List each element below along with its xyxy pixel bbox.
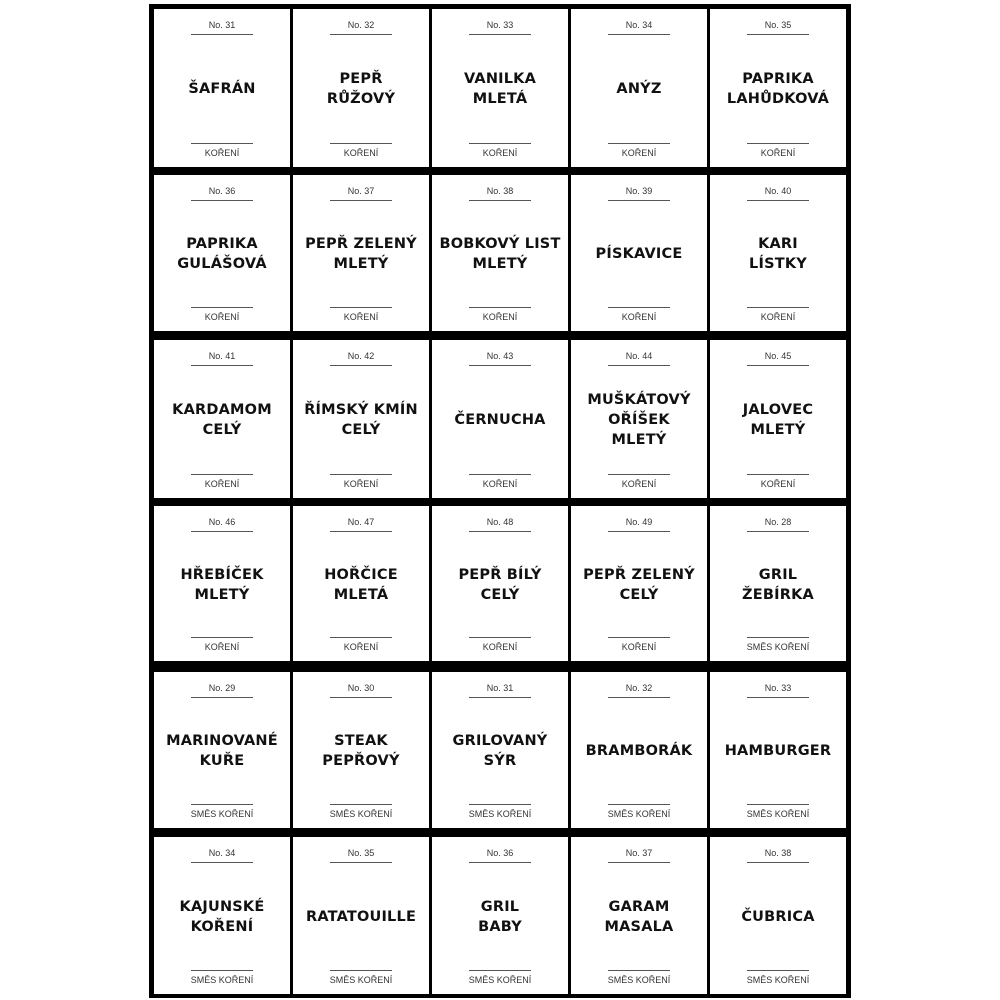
spice-name: PEPŘ RŮŽOVÝ [326,71,396,107]
label-number: No. 38 [764,848,792,858]
spice-name: RATATOUILLE [305,908,417,925]
bottom-divider [191,804,253,805]
top-divider [191,34,253,35]
bottom-divider [191,637,253,638]
bottom-divider [330,804,392,805]
label-category: SMĚS KOŘENÍ [329,975,393,985]
bottom-divider [608,307,670,308]
spice-name: ČERNUCHA [454,412,546,428]
label-number: No. 31 [208,20,236,30]
top-divider [608,697,670,698]
spice-label [710,340,846,498]
spice-name: ŘÍMSKÝ KMÍN CELÝ [304,402,418,438]
spice-name: GRIL BABY [478,898,522,935]
spice-name: MARINOVANÉ KUŘE [166,733,278,769]
label-category: SMĚS KOŘENÍ [607,975,671,985]
top-divider [330,697,392,698]
bottom-divider [330,474,392,475]
top-divider [469,697,531,698]
spice-name: HOŘČICE MLETÁ [324,566,398,603]
top-divider [469,365,531,366]
spice-name: BOBKOVÝ LIST MLETÝ [439,236,561,272]
bottom-divider [191,143,253,144]
top-divider [191,531,253,532]
spice-name: PÍSKAVICE [595,246,683,262]
label-category: SMĚS KOŘENÍ [190,809,254,819]
label-category: KOŘENÍ [760,148,796,158]
top-divider [330,200,392,201]
spice-label [571,9,707,167]
top-divider [191,697,253,698]
top-divider [608,365,670,366]
label-number: No. 39 [625,186,653,196]
bottom-divider [469,970,531,971]
spice-label [154,340,290,498]
bottom-divider [747,637,809,638]
top-divider [330,862,392,863]
spice-label [432,175,568,331]
label-number: No. 41 [208,351,236,361]
top-divider [191,862,253,863]
spice-label [293,175,429,331]
label-category: KOŘENÍ [621,479,657,489]
label-category: KOŘENÍ [204,642,240,652]
bottom-divider [469,143,531,144]
spice-name: PAPRIKA LAHŮDKOVÁ [726,71,830,107]
spice-name: PEPŘ BÍLÝ CELÝ [458,566,542,603]
top-divider [191,365,253,366]
label-sheet [149,4,851,998]
label-number: No. 49 [625,517,653,527]
label-category: KOŘENÍ [760,479,796,489]
spice-name: KARDAMOM CELÝ [172,402,272,438]
spice-label [432,506,568,661]
spice-name: PAPRIKA GULÁŠOVÁ [177,236,267,272]
label-number: No. 28 [764,517,792,527]
label-category: SMĚS KOŘENÍ [468,809,532,819]
bottom-divider [608,970,670,971]
spice-name: PEPŘ ZELENÝ MLETÝ [305,236,417,272]
spice-name: PEPŘ ZELENÝ CELÝ [583,566,695,603]
label-number: No. 43 [486,351,514,361]
spice-name: GRIL ŽEBÍRKA [742,566,814,603]
label-number: No. 31 [486,683,514,693]
spice-name: GARAM MASALA [604,898,674,935]
top-divider [608,34,670,35]
label-category: KOŘENÍ [621,148,657,158]
top-divider [469,200,531,201]
label-number: No. 37 [625,848,653,858]
label-number: No. 30 [347,683,375,693]
top-divider [330,365,392,366]
top-divider [469,34,531,35]
spice-label [432,9,568,167]
spice-label [571,340,707,498]
top-divider [747,200,809,201]
top-divider [330,34,392,35]
spice-name: HŘEBÍČEK MLETÝ [180,566,264,603]
label-category: KOŘENÍ [621,312,657,322]
label-number: No. 33 [486,20,514,30]
spice-name: HAMBURGER [724,743,832,759]
top-divider [608,862,670,863]
bottom-divider [469,637,531,638]
spice-name: ANÝZ [616,81,662,97]
spice-label [571,837,707,994]
label-number: No. 38 [486,186,514,196]
label-category: SMĚS KOŘENÍ [746,642,810,652]
spice-label [293,837,429,994]
spice-label [710,9,846,167]
spice-name: STEAK PEPŘOVÝ [322,733,400,769]
label-number: No. 35 [764,20,792,30]
bottom-divider [608,143,670,144]
bottom-divider [191,970,253,971]
spice-name: KAJUNSKÉ KOŘENÍ [179,898,265,935]
label-category: KOŘENÍ [204,148,240,158]
label-category: KOŘENÍ [343,642,379,652]
bottom-divider [330,970,392,971]
label-number: No. 37 [347,186,375,196]
spice-label [710,506,846,661]
spice-label [154,175,290,331]
label-category: SMĚS KOŘENÍ [329,809,393,819]
label-number: No. 45 [764,351,792,361]
spice-label [432,672,568,828]
spice-label [432,837,568,994]
label-number: No. 32 [625,683,653,693]
label-category: KOŘENÍ [204,312,240,322]
top-divider [747,697,809,698]
bottom-divider [608,474,670,475]
top-divider [608,531,670,532]
bottom-divider [608,637,670,638]
label-category: SMĚS KOŘENÍ [190,975,254,985]
spice-label [571,672,707,828]
spice-label [154,837,290,994]
top-divider [469,862,531,863]
label-number: No. 42 [347,351,375,361]
label-category: KOŘENÍ [343,148,379,158]
top-divider [747,531,809,532]
spice-label [710,175,846,331]
spice-name: VANILKA MLETÁ [463,71,537,107]
label-category: KOŘENÍ [204,479,240,489]
spice-name: MUŠKÁTOVÝ OŘÍŠEK MLETÝ [587,392,691,448]
spice-name: JALOVEC MLETÝ [742,402,814,438]
bottom-divider [469,804,531,805]
bottom-divider [747,307,809,308]
top-divider [330,531,392,532]
bottom-divider [330,143,392,144]
label-category: KOŘENÍ [482,479,518,489]
spice-label [432,340,568,498]
bottom-divider [747,474,809,475]
bottom-divider [608,804,670,805]
label-number: No. 44 [625,351,653,361]
label-number: No. 29 [208,683,236,693]
label-number: No. 46 [208,517,236,527]
spice-label [710,672,846,828]
label-number: No. 32 [347,20,375,30]
label-number: No. 35 [347,848,375,858]
label-number: No. 34 [625,20,653,30]
bottom-divider [747,804,809,805]
label-number: No. 34 [208,848,236,858]
top-divider [469,531,531,532]
spice-name: KARI LÍSTKY [749,236,807,272]
bottom-divider [469,307,531,308]
spice-name: BRAMBORÁK [585,743,693,759]
label-category: SMĚS KOŘENÍ [607,809,671,819]
bottom-divider [747,970,809,971]
label-category: KOŘENÍ [482,642,518,652]
spice-label [571,506,707,661]
spice-label [154,9,290,167]
bottom-divider [330,307,392,308]
label-category: KOŘENÍ [343,479,379,489]
bottom-divider [330,637,392,638]
label-number: No. 33 [764,683,792,693]
spice-name: GRILOVANÝ SÝR [452,733,548,769]
top-divider [608,200,670,201]
label-category: KOŘENÍ [343,312,379,322]
label-number: No. 36 [208,186,236,196]
spice-label [571,175,707,331]
label-category: KOŘENÍ [482,312,518,322]
label-category: SMĚS KOŘENÍ [746,975,810,985]
top-divider [191,200,253,201]
spice-label [293,9,429,167]
label-number: No. 36 [486,848,514,858]
label-category: SMĚS KOŘENÍ [746,809,810,819]
label-number: No. 47 [347,517,375,527]
bottom-divider [469,474,531,475]
spice-label [154,506,290,661]
bottom-divider [191,474,253,475]
label-category: KOŘENÍ [482,148,518,158]
label-category: KOŘENÍ [760,312,796,322]
spice-name: ČUBRICA [741,908,815,925]
spice-label [293,340,429,498]
spice-label [293,506,429,661]
top-divider [747,34,809,35]
label-category: KOŘENÍ [621,642,657,652]
spice-label [293,672,429,828]
spice-label [154,672,290,828]
label-category: SMĚS KOŘENÍ [468,975,532,985]
spice-label [710,837,846,994]
bottom-divider [747,143,809,144]
spice-name: ŠAFRÁN [188,81,256,97]
bottom-divider [191,307,253,308]
label-number: No. 40 [764,186,792,196]
top-divider [747,862,809,863]
top-divider [747,365,809,366]
label-number: No. 48 [486,517,514,527]
